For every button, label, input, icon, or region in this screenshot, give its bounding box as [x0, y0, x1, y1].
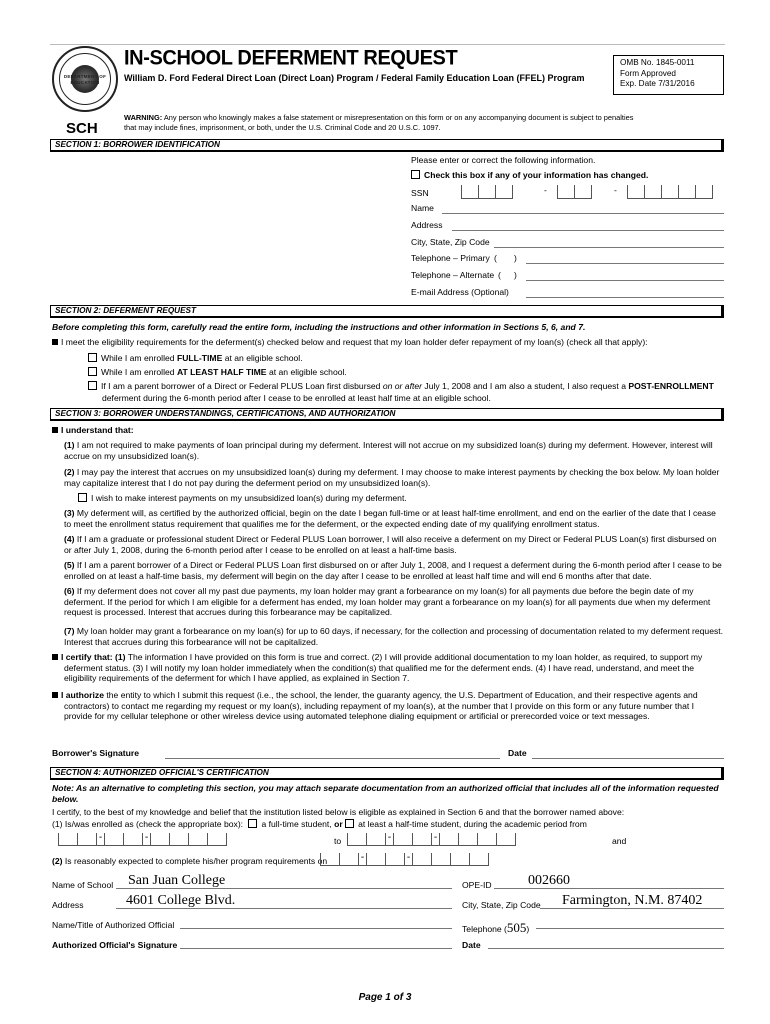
halftime-checkbox[interactable] — [88, 367, 97, 376]
school-address-label: Address — [52, 900, 84, 910]
city-label: City, State, Zip Code — [411, 237, 490, 247]
halftime-post: at an eligible school. — [268, 367, 347, 377]
phone-alt-field[interactable] — [526, 280, 724, 281]
official-signature-label: Authorized Official's Signature — [52, 940, 178, 950]
warning-label: WARNING: — [124, 113, 163, 122]
email-field[interactable] — [526, 297, 724, 298]
fulltime-checkbox[interactable] — [88, 353, 97, 362]
halftime-pre: While I am enrolled — [101, 367, 175, 377]
postenrollment-option[interactable] — [88, 381, 714, 392]
halftime-option[interactable] — [88, 367, 347, 378]
completion-row — [52, 856, 327, 867]
ssn-dash-2: - — [614, 185, 617, 195]
postenrollment-line2: deferment during the 6-month period after I cease to be enrolled at least half time at an eligible school. — [102, 393, 491, 403]
official-field[interactable] — [180, 928, 452, 929]
period-to-date[interactable]: - - — [347, 833, 516, 846]
fulltime-post: at an eligible school. — [224, 353, 303, 363]
school-address-value[interactable]: 4601 College Blvd. — [126, 893, 236, 908]
or-label: or — [334, 819, 343, 829]
fulltime-student-checkbox[interactable] — [248, 819, 257, 828]
interest-label: I wish to make interest payments on my unsubsidized loan(s) during my deferment. — [91, 493, 407, 503]
certify-bold: I certify that: (1) — [61, 652, 126, 662]
understanding-item-2: (2) I may pay the interest that accrues on my unsubsidized loan(s) during my deferment. I may choose to make interest payments by checking the box below. My loan holder may capitalize interest that I do not pay during the deferment period on my unsubsidized loan(s). — [64, 467, 720, 488]
and-label: and — [612, 836, 627, 846]
halftime-student-checkbox[interactable] — [345, 819, 354, 828]
address-field[interactable] — [452, 230, 724, 231]
telephone-field[interactable] — [536, 928, 724, 929]
borrower-date-field[interactable] — [532, 758, 724, 759]
postenrollment-mid: July 1, 2008 and I am also a student, I also request a — [424, 381, 626, 391]
completion-num: (2) — [52, 856, 63, 866]
section2-heading: SECTION 2: DEFERMENT REQUEST — [50, 305, 724, 318]
section2-meet-row — [52, 337, 648, 348]
fulltime-option[interactable] — [88, 353, 303, 364]
phone-alt-open: ( — [498, 270, 501, 280]
period-from-date[interactable]: - - — [58, 833, 227, 846]
halftime-student-label: at least a half-time student, during the academic period from — [358, 819, 587, 829]
section4-heading: SECTION 4: AUTHORIZED OFFICIAL'S CERTIFICATION — [50, 767, 724, 780]
school-label: Name of School — [52, 880, 114, 890]
name-label: Name — [411, 203, 434, 213]
ope-value[interactable]: 002660 — [528, 873, 570, 888]
school-value[interactable]: San Juan College — [128, 873, 226, 888]
school-city-label: City, State, Zip Code — [462, 900, 541, 910]
understanding-item-3: (3) My deferment will, as certified by the authorized official, begin on the date I began full-time or at least half-time enrollment, and end on the earlier of the date that I cease to meet the enrollment status requirement that qualifies me for the deferment, or the expected ending date of my qualifying enrollment status. — [64, 508, 716, 529]
telephone-area[interactable]: 505 — [506, 920, 527, 935]
info-changed-checkbox[interactable] — [411, 170, 420, 179]
section3-heading: SECTION 3: BORROWER UNDERSTANDINGS, CERTIFICATIONS, AND AUTHORIZATION — [50, 408, 724, 421]
authorize-paragraph — [52, 690, 724, 722]
ssn-group-1[interactable] — [461, 185, 513, 199]
official-date-field[interactable] — [488, 948, 724, 949]
interest-option[interactable] — [78, 493, 407, 504]
omb-expiration: Exp. Date 7/31/2016 — [620, 79, 695, 89]
bullet-icon — [52, 654, 58, 660]
understanding-item-1: (1) I am not required to make payments of loan principal during my deferment. Interest will not accrue on my subsidized loan(s) during my deferment. However, interest will accrue on my unsubsidized loan(s). — [64, 440, 713, 461]
phone-alt-label: Telephone – Alternate — [411, 270, 495, 280]
section4-note: Note: As an alternative to completing this section, you may attach separate documentation from an authorized official that includes all of the information requested below. — [52, 783, 719, 804]
completion-date[interactable]: - - — [320, 853, 489, 866]
section4-certify: I certify, to the best of my knowledge and belief that the institution listed below is eligible as explained in Section 6 and that the borrower named above: — [52, 807, 625, 817]
warning-text — [124, 113, 644, 133]
understanding-item-4: (4) If I am a graduate or professional student Direct or Federal PLUS Loan borrower, I will also receive a deferment on my Direct or Federal PLUS Loan(s) first disbursed on or after July 1, 2008, during the 6-month period after I cease to be enrolled on at least a half-time basis. — [64, 534, 717, 555]
ssn-group-3[interactable] — [627, 185, 713, 199]
city-field[interactable] — [494, 247, 724, 248]
ssn-label: SSN — [411, 188, 429, 198]
bullet-icon — [52, 339, 58, 345]
ope-label: OPE-ID — [462, 880, 492, 890]
section2-meet-text: I meet the eligibility requirements for the deferment(s) checked below and request that my loan holder defer repayment of my loan(s) (check all that apply): — [61, 337, 648, 347]
ope-field — [494, 888, 724, 889]
name-field[interactable] — [442, 213, 724, 214]
certify-text: The information I have provided on this form is true and correct. (2) I will provide additional documentation to my loan holder, as required, to support my deferment status. (3) I will notify my loan holder immediately when the condition(s) that qualified me for the deferment ends. (4) I have read, understand, and meet the eligibility requirements of the deferment for which I have applied, as explained in Section 7. — [64, 652, 703, 684]
borrower-date-label: Date — [508, 748, 527, 758]
section1-heading: SECTION 1: BORROWER IDENTIFICATION — [50, 139, 724, 152]
seal-text: DEPARTMENT OF EDUCATION — [63, 74, 107, 85]
ssn-group-2[interactable] — [557, 185, 592, 199]
school-city-value[interactable]: Farmington, N.M. 87402 — [562, 893, 703, 908]
form-subtitle: William D. Ford Federal Direct Loan (Direct Loan) Program / Federal Family Education Loan (FFEL) Program — [124, 73, 585, 83]
fulltime-pre: While I am enrolled — [101, 353, 175, 363]
address-label: Address — [411, 220, 443, 230]
telephone-close: ) — [526, 924, 530, 934]
understand-label: I understand that: — [61, 425, 134, 435]
enrollment-pre: (1) Is/was enrolled as (check the appropriate box): — [52, 819, 244, 829]
phone-primary-close: ) — [514, 253, 517, 263]
info-changed-label: Check this box if any of your information has changed. — [424, 170, 649, 180]
school-city-field — [540, 908, 724, 909]
info-changed-row[interactable] — [411, 170, 648, 181]
telephone-row — [462, 920, 529, 936]
enrollment-row — [52, 819, 587, 830]
understanding-item-7: (7) My loan holder may grant a forbearance on my loan(s) for up to 60 days, if necessary, for the collection and processing of documentation related to my deferment request. Interest that accrues during this forbearance will not be capitalized. — [64, 626, 724, 647]
borrower-signature-field[interactable] — [165, 758, 500, 759]
postenrollment-ital: on or after — [382, 381, 422, 391]
official-date-label: Date — [462, 940, 481, 950]
school-address-field — [116, 908, 452, 909]
official-signature-field[interactable] — [180, 948, 452, 949]
postenrollment-bold: POST-ENROLLMENT — [628, 381, 714, 391]
phone-primary-open: ( — [494, 253, 497, 263]
postenrollment-pre: If I am a parent borrower of a Direct or Federal PLUS Loan first disbursed — [101, 381, 381, 391]
page-number: Page 1 of 3 — [358, 992, 412, 1003]
certify-paragraph — [52, 652, 724, 684]
official-label: Name/Title of Authorized Official — [52, 920, 175, 930]
omb-number: OMB No. 1845-0011 — [620, 58, 695, 67]
phone-primary-label: Telephone – Primary — [411, 253, 490, 263]
fulltime-bold: FULL-TIME — [176, 353, 223, 363]
phone-alt-close: ) — [514, 270, 517, 280]
omb-box — [613, 55, 724, 95]
bullet-icon — [52, 692, 58, 698]
section2-before-text: Before completing this form, carefully read the entire form, including the instructions and other information in Sections 5, 6, and 7. — [52, 322, 586, 332]
warning-body: Any person who knowingly makes a false statement or misrepresentation on this form or on any accompanying document is subject to penalties that may include fines, imprisonment, or both, under the U.S. Criminal Code and 20 U.S.C. 1097. — [124, 113, 634, 132]
understanding-item-5: (5) If I am a parent borrower of a Direct or Federal PLUS Loan first disbursed on or after July 1, 2008, and I request a deferment during the 6-month period after I cease to be enrolled on at least a half-time basis, my deferment will begin on the day after I cease to be enrolled at least half time and will end 6 months after that date. — [64, 560, 722, 581]
bullet-icon — [52, 427, 58, 433]
phone-primary-field[interactable] — [526, 263, 724, 264]
ssn-dash-1: - — [544, 185, 547, 195]
fulltime-student-label: a full-time student, — [261, 819, 332, 829]
form-title: IN-SCHOOL DEFERMENT REQUEST — [124, 46, 458, 70]
section1-intro: Please enter or correct the following information. — [411, 155, 596, 165]
email-label: E-mail Address (Optional) — [411, 287, 509, 297]
school-field — [116, 888, 452, 889]
omb-approved: Form Approved — [620, 68, 676, 78]
form-code: SCH — [66, 120, 98, 137]
telephone-label: Telephone ( — [462, 924, 507, 934]
interest-checkbox[interactable] — [78, 493, 87, 502]
understanding-item-6: (6) If my deferment does not cover all my past due payments, my loan holder may grant a forbearance on my loan(s) for all payments due before the begin date of my deferment. If the period for which I am eligible for a deferment has ended, my loan holder may grant a forbearance on my loan(s) for all payments due when my deferment request is processed. Interest that accrues during this forbearance may be capitalized. — [64, 586, 711, 618]
halftime-bold: AT LEAST HALF TIME — [176, 367, 267, 377]
authorize-text: the entity to which I submit this request (i.e., the school, the lender, the guaranty agency, the U.S. Department of Education, and their respective agents and contractors) to contact me regarding my request or my loan(s), including repayment of my loan(s), at the number that I provide on this form or any future number that I provide for my cellular telephone or other wireless device using automated telephone dialing equipment or artificial or prerecorded voice or text messages. — [64, 690, 698, 722]
borrower-signature-label: Borrower's Signature — [52, 748, 140, 758]
authorize-pre: I — [61, 690, 64, 700]
understand-row — [52, 425, 134, 436]
authorize-bold: authorize — [65, 690, 104, 700]
department-seal-icon — [52, 46, 118, 112]
postenrollment-checkbox[interactable] — [88, 381, 97, 390]
completion-text: Is reasonably expected to complete his/her program requirements on — [64, 856, 328, 866]
to-label: to — [334, 836, 342, 846]
